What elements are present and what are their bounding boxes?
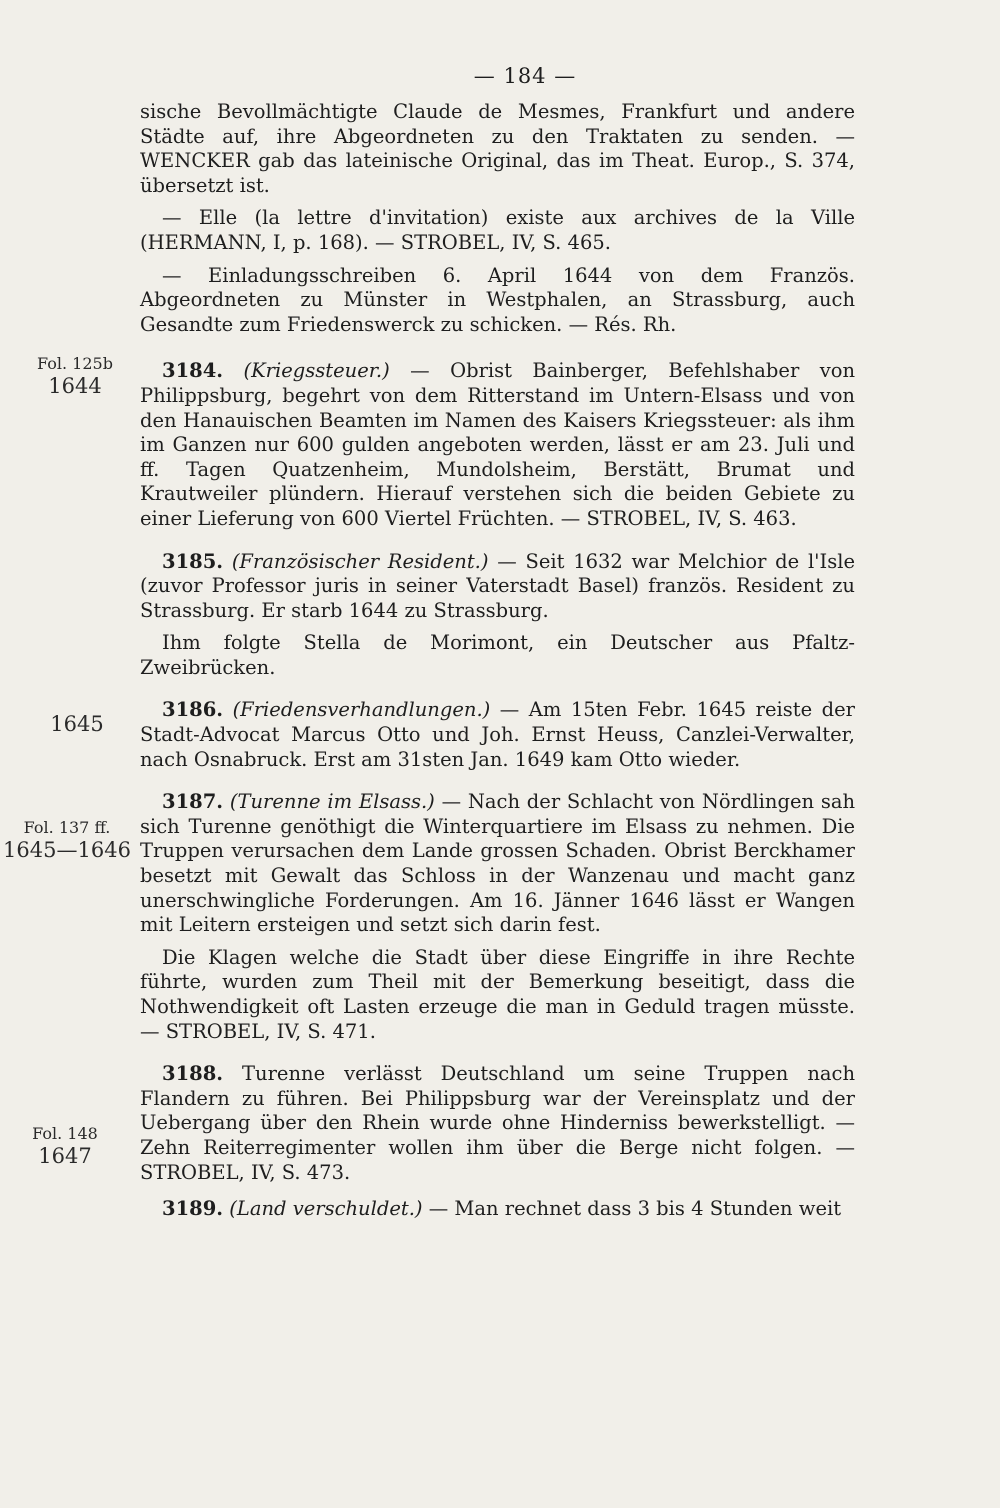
margin-year: 1645—1646 (3, 838, 131, 862)
entry-title: (Land verschuldet.) (229, 1197, 423, 1221)
entry-text: Turenne verlässt Deutschland um seine Truppen nach Flandern zu führen. Bei Philippsburg war der Vereinsplatz und der Uebergang über den Rhein wurde ohne Hinderniss bewerkstelligt. — Zehn Reiterregimenter wollen ihm über die Berge nicht folgen. — STROBEL, IV, S. 473. (140, 1062, 855, 1184)
margin-note-3186 (12, 712, 142, 736)
page-number: — 184 — (473, 64, 577, 88)
entry-title: (Französischer Resident.) (231, 549, 489, 573)
entry-number: 3184. (162, 359, 224, 383)
entry-3187 (140, 790, 855, 938)
entry-text: — Man rechnet dass 3 bis 4 Stunden weit (428, 1197, 842, 1221)
entry-title: (Kriegssteuer.) (243, 359, 390, 383)
entry-title: (Turenne im Elsass.) (229, 790, 435, 814)
margin-year: 1645 (50, 712, 104, 736)
margin-ref: Fol. 137 ff. (23, 818, 111, 837)
entry-text: — Nach der Schlacht von Nördlingen sah sich Turenne genöthigt die Winterquartiere im Elsass zu nehmen. Die Truppen verursachen dem Lande grossen Schaden. Obrist Berckhamer besetzt mit Gewalt das Schloss in der Wanzenau und macht ganz unerschwingliche Forderungen. Am 16. Jänner 1646 lässt er Wangen mit Leitern ersteigen und setzt sich darin fest. (140, 790, 856, 937)
margin-note-3188 (0, 1124, 130, 1168)
intro-paragraph-3: — Einladungsschreiben 6. April 1644 von dem Französ. Abgeordneten zu Münster in Westphalen, an Strassburg, auch Gesandte zum Friedenswerck zu schicken. — Rés. Rh. (140, 263, 855, 336)
main-text (140, 100, 855, 1230)
entry-number: 3185. (162, 549, 224, 573)
entry-text: — Obrist Bainberger, Befehlshaber von Philippsburg, begehrt von dem Ritterstand im Untern-Elsass und von den Hanauischen Beamten im Namen des Kaisers Kriegssteuer: als ihm im Ganzen nur 600 gulden angeboten werden, lässt er am 23. Juli und ff. Tagen Quatzenheim, Mundolsheim, Berstätt, Brumat und Krautweiler plündern. Hierauf verstehen sich die beiden Gebiete zu einer Lieferung von 600 Viertel Früchten. — STROBEL, IV, S. 463. (140, 359, 856, 530)
margin-year: 1644 (48, 374, 102, 398)
entry-text: — Seit 1632 war Melchior de l'Isle (zuvor Professor juris in seiner Vaterstadt Basel) französ. Resident zu Strassburg. Er starb 1644 zu Strassburg. (140, 549, 856, 622)
intro-paragraph-1: sische Bevollmächtigte Claude de Mesmes, Frankfurt und andere Städte auf, ihre Abgeordneten zu den Traktaten zu senden. — WENCKER gab das lateinische Original, das im Theat. Europ., S. 374, übersetzt ist. (140, 100, 855, 197)
entry-3185 (140, 550, 855, 624)
entry-number: 3187. (162, 790, 224, 814)
entry-3189 (140, 1197, 855, 1222)
entry-title: (Friedensverhandlungen.) (232, 698, 491, 722)
entry-number: 3188. (162, 1062, 224, 1086)
margin-ref: Fol. 125b (37, 354, 113, 373)
margin-note-3184 (10, 354, 140, 398)
entry-3188 (140, 1062, 855, 1185)
entry-number: 3189. (162, 1197, 224, 1221)
entry-number: 3186. (162, 698, 224, 722)
entry-3184 (140, 359, 855, 531)
entry-3185-continuation: Ihm folgte Stella de Morimont, ein Deutscher aus Pfaltz-Zweibrücken. (140, 631, 855, 679)
entry-3187-continuation: Die Klagen welche die Stadt über diese Eingriffe in ihre Rechte führte, wurden zum Theil mit der Bemerkung beseitigt, dass die Nothwendigkeit oft Lasten erzeuge die man in Geduld tragen müsste. — STROBEL, IV, S. 471. (140, 945, 855, 1043)
margin-year: 1647 (38, 1144, 92, 1168)
entry-3186 (140, 698, 855, 772)
intro-paragraph-2: — Elle (la lettre d'invitation) existe aux archives de la Ville (HERMANN, I, p. 168). — STROBEL, IV, S. 465. (140, 206, 855, 254)
margin-note-3187 (2, 818, 132, 862)
margin-ref: Fol. 148 (32, 1124, 98, 1143)
entry-text: — Am 15ten Febr. 1645 reiste der Stadt-Advocat Marcus Otto und Joh. Ernst Heuss, Canzlei-Verwalter, nach Osnabruck. Erst am 31sten Jan. 1649 kam Otto wieder. (140, 698, 855, 771)
